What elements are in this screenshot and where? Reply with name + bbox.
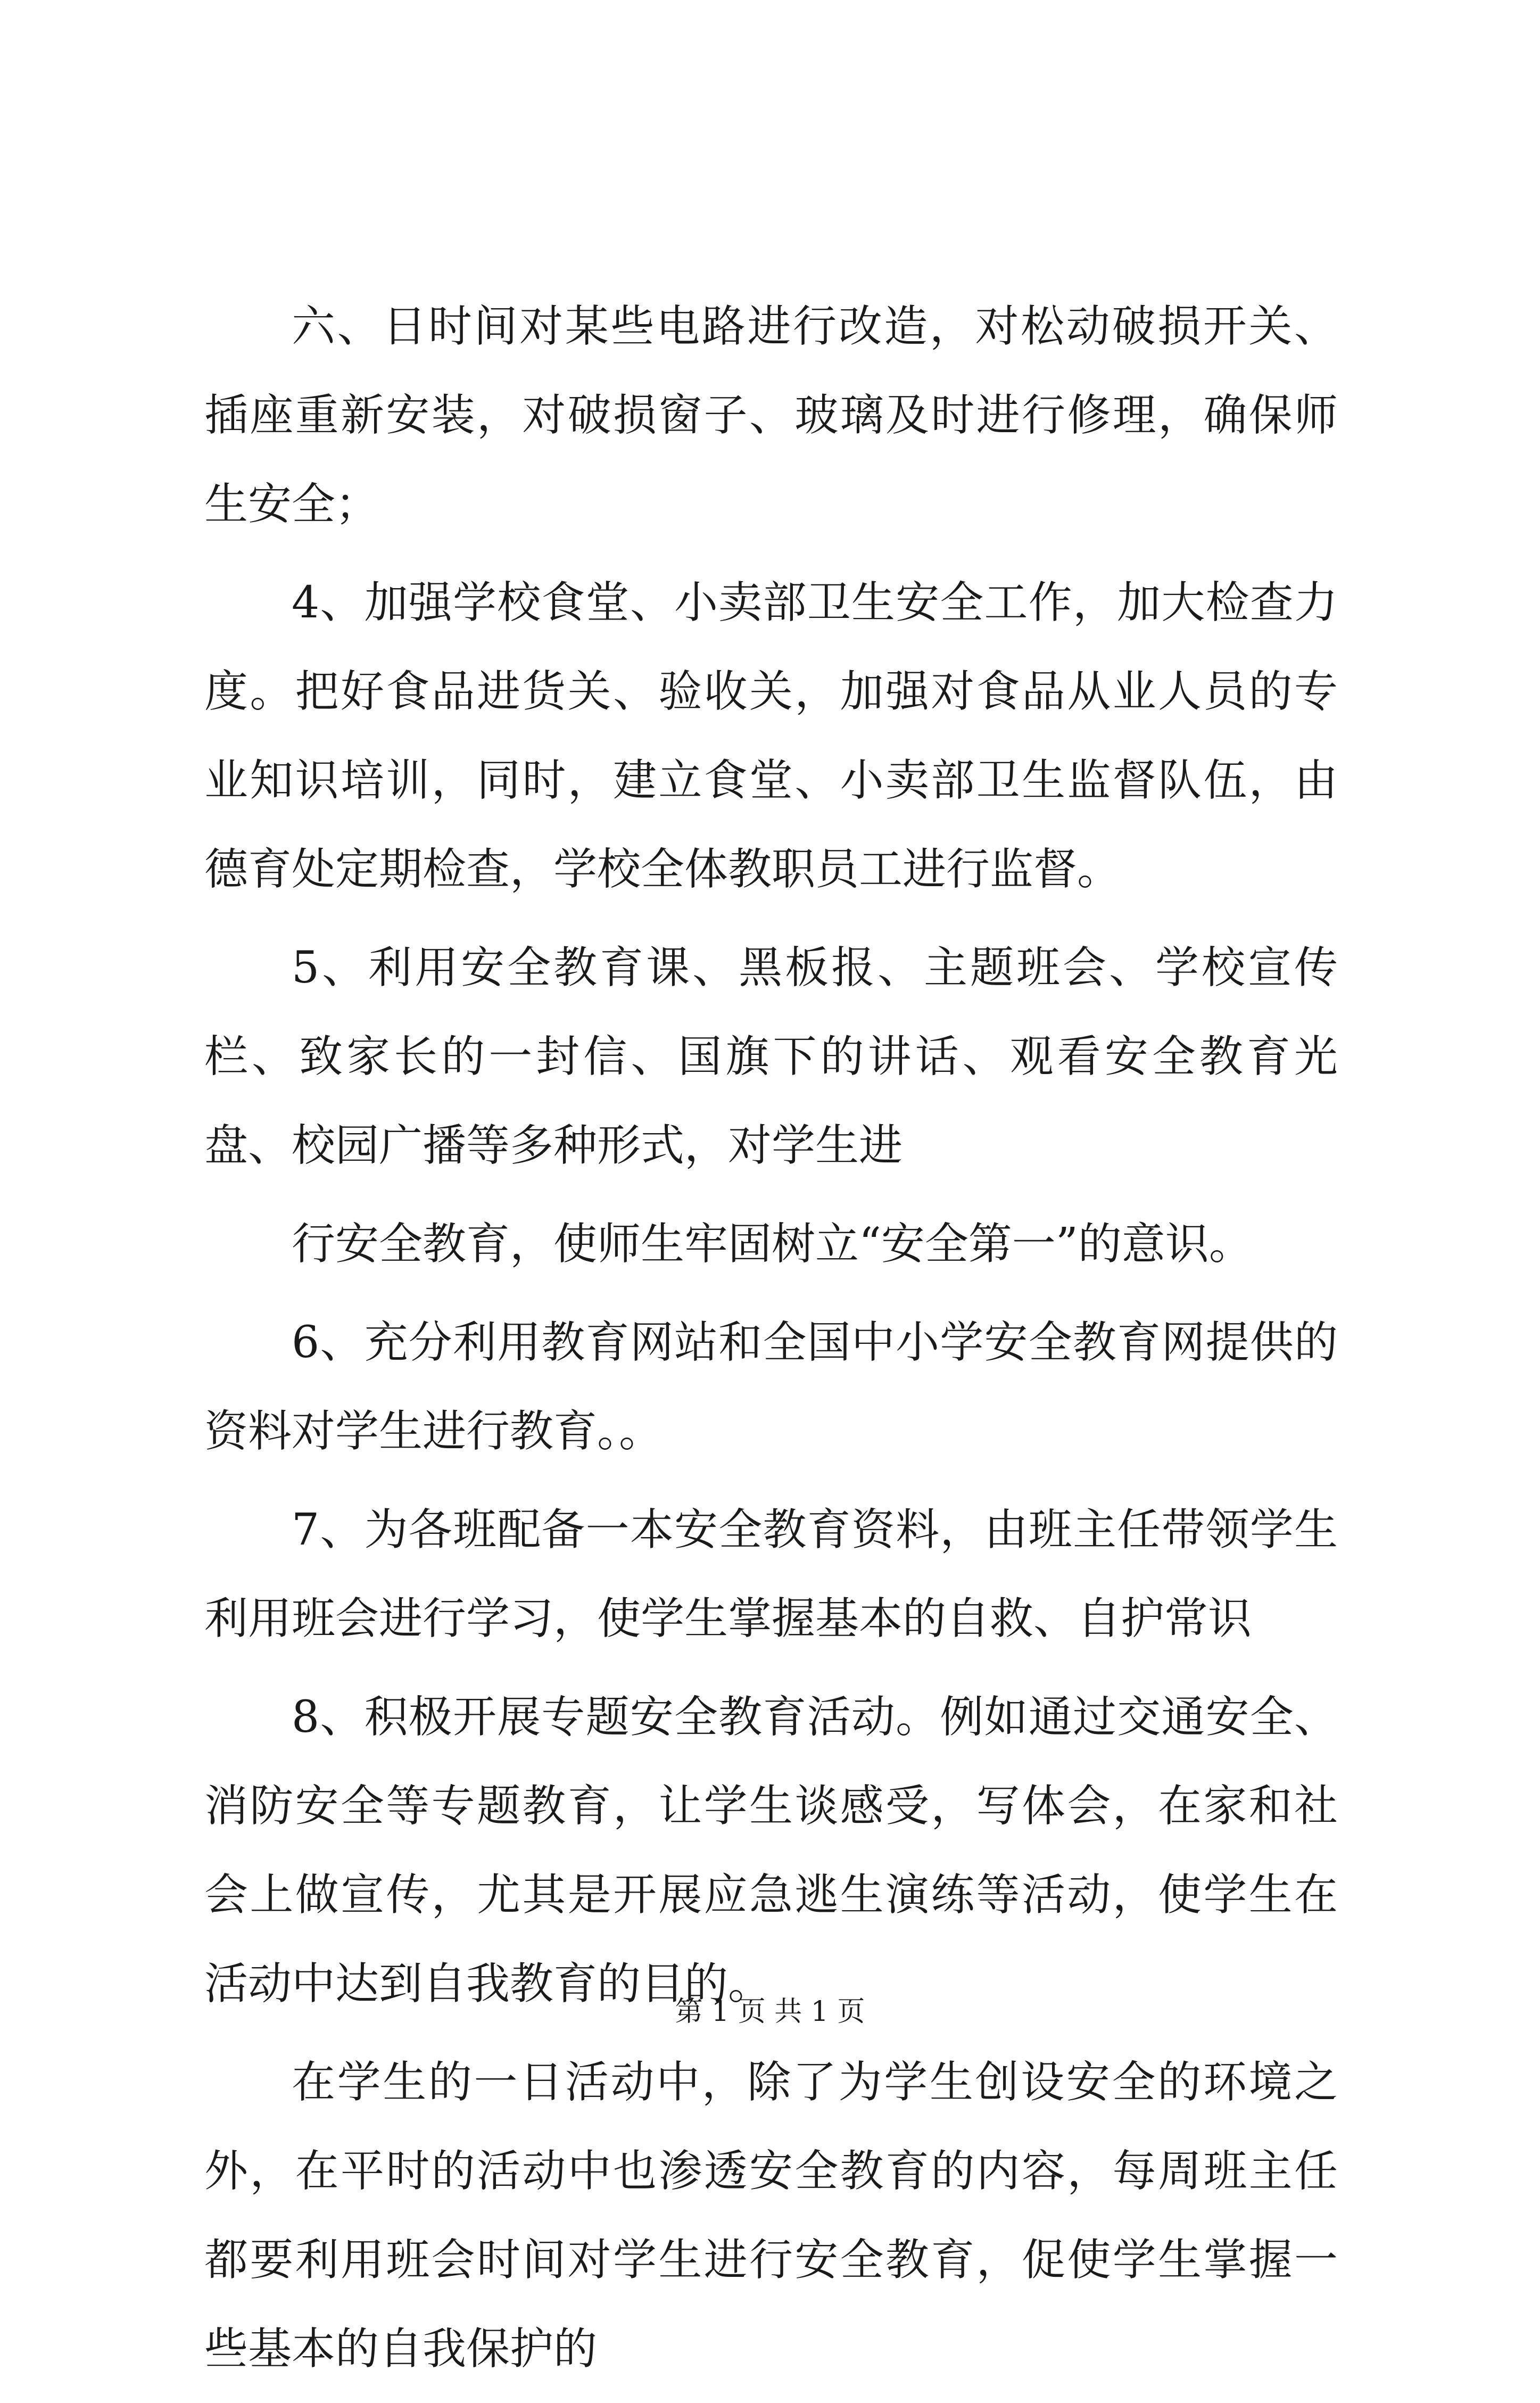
paragraph-item-8: 8、积极开展专题安全教育活动。例如通过交通安全、消防安全等专题教育，让学生谈感受，写体会，在家和社会上做宣传，尤其是开展应急逃生演练等活动，使学生在活动中达到自我教育的目的。 — [204, 1692, 1338, 2009]
paragraph-item-7: 7、为各班配备一本安全教育资料，由班主任带领学生利用班会进行学习，使学生掌握基本的自救、自护常识 — [204, 1505, 1338, 1644]
document-body — [204, 282, 1338, 2403]
paragraph-item-5: 5、利用安全教育课、黑板报、主题班会、学校宣传栏、致家长的一封信、国旗下的讲话、观看安全教育光盘、校园广播等多种形式，对学生进 — [204, 943, 1338, 1171]
paragraph-item-6: 六、日时间对某些电路进行改造，对松动破损开关、插座重新安装，对破损窗子、玻璃及时进行修理，确保师生安全； — [204, 301, 1338, 530]
page-number-label: 第 1 页 共 1 页 — [675, 1996, 865, 2028]
paragraph-item-4: 4、加强学校食堂、小卖部卫生安全工作，加大检查力度。把好食品进货关、验收关，加强对食品从业人员的专业知识培训，同时，建立食堂、小卖部卫生监督队伍，由德育处定期检查，学校全体教职员工进行监督。 — [204, 577, 1338, 895]
paragraph-item-6-b: 6、充分利用教育网站和全国中小学安全教育网提供的资料对学生进行教育。。 — [204, 1317, 1338, 1457]
paragraph-item-5-continued: 行安全教育，使师生牢固树立“安全第一”的意识。 — [292, 1219, 1253, 1269]
paragraph-daily-activities: 在学生的一日活动中，除了为学生创设安全的环境之外，在平时的活动中也渗透安全教育的内容，每周班主任都要利用班会时间对学生进行安全教育，促使学生掌握一些基本的自我保护的 — [204, 2057, 1338, 2374]
page-footer — [0, 1991, 1540, 2033]
